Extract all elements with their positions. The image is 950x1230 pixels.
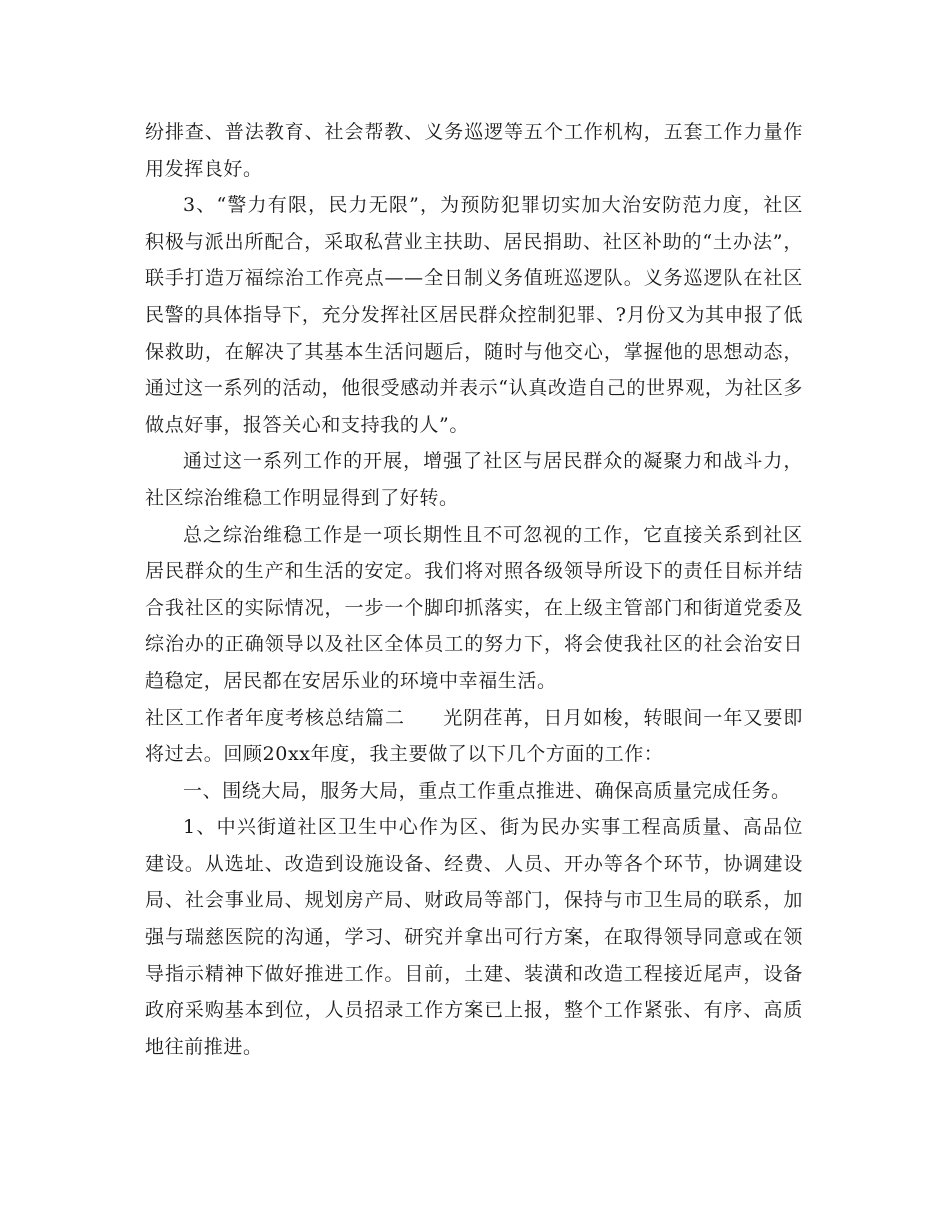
section-title-paragraph (145, 700, 803, 773)
document-page (145, 114, 803, 1065)
paragraph-4: 总之综治维稳工作是一项长期性且不可忽视的工作，它直接关系到社区居民群众的生产和生活的安定。我们将对照各级领导所设下的责任目标并结合我社区的实际情况，一步一个脚印抓落实，在上级主管部门和街道党委及综治办的正确领导以及社区全体员工的努力下，将会使我社区的社会治安日趋稳定，居民都在安居乐业的环境中幸福生活。 (145, 523, 803, 692)
paragraph-5: 一、围绕大局，服务大局，重点工作重点推进、确保高质量完成任务。 (183, 779, 791, 802)
paragraph-1: 纷排查、普法教育、社会帮教、义务巡逻等五个工作机构，五套工作力量作用发挥良好。 (145, 121, 803, 180)
paragraph-2: 3、“警力有限，民力无限”，为预防犯罪切实加大治安防范力度，社区积极与派出所配合，采取私营业主扶助、居民捐助、社区补助的“土办法”，联手打造万福综治工作亮点——全日制义务值班巡逻队。义务巡逻队在社区民警的具体指导下，充分发挥社区居民群众控制犯罪、?月份又为其申报了低保救助，在解决了其基本生活问题后，随时与他交心，掌握他的思想动态，通过这一系列的活动，他很受感动并表示“认真改造自己的世界观，为社区多做点好事，报答关心和支持我的人”。 (145, 194, 803, 436)
paragraph-6: 1、中兴街道社区卫生中心作为区、街为民办实事工程高质量、高品位建设。从选址、改造到设施设备、经费、人员、开办等各个环节，协调建设局、社会事业局、规划房产局、财政局等部门，保持与市卫生局的联系，加强与瑞慈医院的沟通，学习、研究并拿出可行方案，在取得领导同意或在领导指示精神下做好推进工作。目前，土建、装潢和改造工程接近尾声，设备政府采购基本到位，人员招录工作方案已上报，整个工作紧张、有序、高质地往前推进。 (145, 816, 803, 1058)
paragraph-3: 通过这一系列工作的开展，增强了社区与居民群众的凝聚力和战斗力，社区综治维稳工作明显得到了好转。 (145, 450, 803, 509)
section-lead: 光阴荏苒，日月如梭，转眼间一年又要即将过去。回顾20xx年度，我主要做了以下几个方面的工作： (145, 706, 803, 766)
section-title: 社区工作者年度考核总结篇二 (145, 706, 405, 729)
